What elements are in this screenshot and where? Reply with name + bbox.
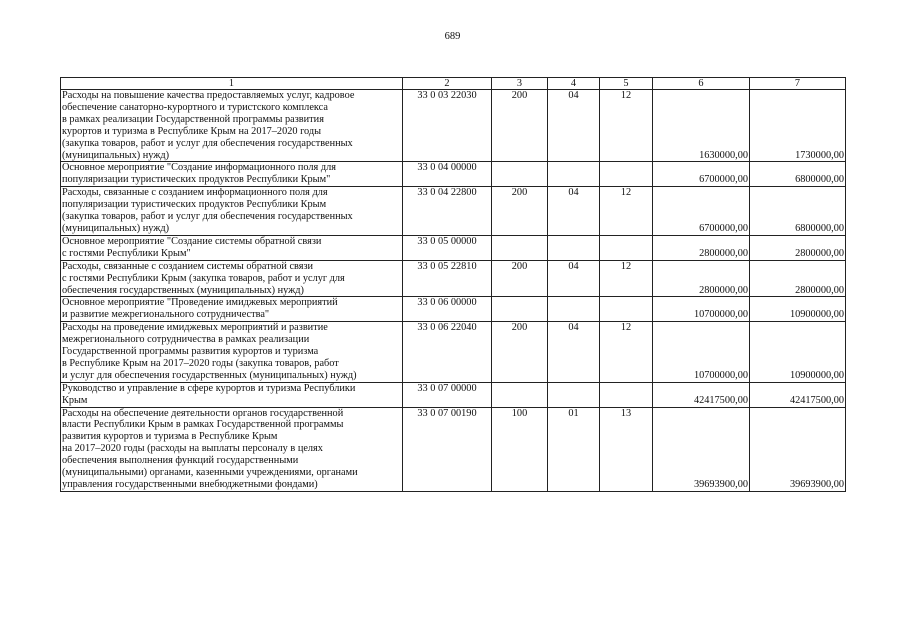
row-expense-type [492, 382, 548, 407]
description-line: на 2017–2020 годы (расходы на выплаты персоналу в целях [62, 443, 323, 455]
row-amount-year-1: 10700000,00 [653, 297, 750, 322]
table-row [61, 235, 846, 260]
page-number: 689 [444, 31, 461, 42]
row-target-code: 33 0 05 22810 [403, 260, 492, 297]
description-line: (муниципальными) органами, казенными учреждениями, органами [62, 467, 358, 479]
row-expense-type: 100 [492, 407, 548, 491]
description-line: с гостями Республики Крым (закупка товаров, работ и услуг для [62, 272, 345, 284]
description-line: популяризации туристических продуктов Республики Крым [62, 199, 327, 211]
column-header-5: 5 [600, 78, 653, 90]
table-row [61, 90, 846, 162]
table-row [61, 407, 846, 491]
row-amount-year-2: 39693900,00 [750, 407, 846, 491]
row-section: 01 [548, 407, 600, 491]
description-line: обеспечения государственных (муниципальных) нужд) [62, 284, 304, 296]
row-subsection [600, 235, 653, 260]
description-line: Расходы на повышение качества предоставляемых услуг, кадровое [62, 90, 355, 101]
description-line: (закупка товаров, работ и услуг для обеспечения государственных [62, 211, 353, 223]
row-target-code: 33 0 05 00000 [403, 235, 492, 260]
row-amount-year-2: 2800000,00 [750, 260, 846, 297]
description-line: в рамках реализации Государственной программы развития [62, 113, 324, 125]
row-subsection: 12 [600, 187, 653, 236]
budget-table [60, 77, 846, 492]
column-header-6: 6 [653, 78, 750, 90]
row-section: 04 [548, 260, 600, 297]
row-target-code: 33 0 06 22040 [403, 322, 492, 383]
row-expense-type [492, 162, 548, 187]
table-row [61, 187, 846, 236]
table-row [61, 260, 846, 297]
description-line: управления государственными внебюджетными фондами) [62, 479, 318, 490]
row-subsection: 13 [600, 407, 653, 491]
row-target-code: 33 0 06 00000 [403, 297, 492, 322]
table-row [61, 322, 846, 383]
row-description [61, 382, 403, 407]
row-target-code: 33 0 07 00190 [403, 407, 492, 491]
description-line: Расходы, связанные с созданием информационного поля для [62, 187, 328, 199]
description-line: Крым [62, 394, 88, 406]
description-line: Расходы на обеспечение деятельности органов государственной [62, 407, 344, 419]
row-expense-type: 200 [492, 322, 548, 383]
row-description [61, 407, 403, 491]
table-row [61, 162, 846, 187]
row-section [548, 235, 600, 260]
description-line: Расходы на проведение имиджевых мероприятий и развитие [62, 322, 328, 334]
row-target-code: 33 0 04 22800 [403, 187, 492, 236]
row-expense-type: 200 [492, 260, 548, 297]
row-expense-type [492, 297, 548, 322]
description-line: с гостями Республики Крым" [62, 247, 191, 259]
row-section [548, 162, 600, 187]
description-line: в Республике Крым на 2017–2020 годы (закупка товаров, работ [62, 357, 339, 369]
description-line: обеспечение санаторно-курортного и туристского комплекса [62, 101, 328, 113]
row-expense-type [492, 235, 548, 260]
row-description [61, 297, 403, 322]
description-line: Основное мероприятие "Проведение имиджевых мероприятий [62, 297, 338, 309]
row-amount-year-2: 2800000,00 [750, 235, 846, 260]
description-line: (муниципальных) нужд) [62, 149, 170, 161]
description-line: развития курортов и туризма в Республике Крым [62, 431, 278, 443]
table-row [61, 382, 846, 407]
row-target-code: 33 0 03 22030 [403, 90, 492, 162]
row-description [61, 260, 403, 297]
description-line: власти Республики Крым в рамках Государственной программы [62, 419, 344, 431]
row-description [61, 90, 403, 162]
row-amount-year-1: 39693900,00 [653, 407, 750, 491]
row-subsection: 12 [600, 90, 653, 162]
row-amount-year-2: 6800000,00 [750, 187, 846, 236]
row-section [548, 382, 600, 407]
row-target-code: 33 0 07 00000 [403, 382, 492, 407]
description-line: межрегионального сотрудничества в рамках реализации [62, 334, 310, 346]
description-line: Основное мероприятие "Создание системы обратной связи [62, 235, 322, 247]
column-header-row [61, 78, 846, 90]
row-expense-type: 200 [492, 90, 548, 162]
description-line: Государственной программы развития курортов и туризма [62, 346, 319, 358]
row-amount-year-1: 6700000,00 [653, 162, 750, 187]
description-line: (муниципальных) нужд) [62, 222, 170, 234]
description-line: обеспечения выполнения функций государственными [62, 455, 299, 467]
table-row [61, 297, 846, 322]
description-line: и услуг для обеспечения государственных (муниципальных) нужд) [62, 369, 357, 381]
row-amount-year-2: 10900000,00 [750, 322, 846, 383]
row-amount-year-2: 6800000,00 [750, 162, 846, 187]
row-amount-year-2: 10900000,00 [750, 297, 846, 322]
description-line: курортов и туризма в Республике Крым на 2017–2020 годы [62, 125, 322, 137]
row-section [548, 297, 600, 322]
row-amount-year-1: 2800000,00 [653, 260, 750, 297]
row-subsection: 12 [600, 260, 653, 297]
row-amount-year-1: 6700000,00 [653, 187, 750, 236]
row-subsection [600, 162, 653, 187]
row-description [61, 322, 403, 383]
row-section: 04 [548, 322, 600, 383]
row-section: 04 [548, 187, 600, 236]
description-line: (закупка товаров, работ и услуг для обеспечения государственных [62, 137, 353, 149]
column-header-7: 7 [750, 78, 846, 90]
column-header-1: 1 [61, 78, 403, 90]
column-header-4: 4 [548, 78, 600, 90]
row-amount-year-2: 1730000,00 [750, 90, 846, 162]
description-line: и развитие межрегионального сотрудничества" [62, 309, 270, 321]
column-header-2: 2 [403, 78, 492, 90]
description-line: Расходы, связанные с созданием системы обратной связи [62, 260, 314, 272]
row-subsection: 12 [600, 322, 653, 383]
row-amount-year-1: 10700000,00 [653, 322, 750, 383]
row-amount-year-2: 42417500,00 [750, 382, 846, 407]
row-amount-year-1: 42417500,00 [653, 382, 750, 407]
column-header-3: 3 [492, 78, 548, 90]
row-subsection [600, 382, 653, 407]
row-description [61, 235, 403, 260]
description-line: Основное мероприятие "Создание информационного поля для [62, 162, 336, 174]
row-target-code: 33 0 04 00000 [403, 162, 492, 187]
row-amount-year-1: 1630000,00 [653, 90, 750, 162]
row-amount-year-1: 2800000,00 [653, 235, 750, 260]
description-line: популяризации туристических продуктов Республики Крым" [62, 174, 331, 186]
row-description [61, 187, 403, 236]
row-subsection [600, 297, 653, 322]
description-line: Руководство и управление в сфере курортов и туризма Республики [62, 382, 356, 394]
row-expense-type: 200 [492, 187, 548, 236]
row-section: 04 [548, 90, 600, 162]
row-description [61, 162, 403, 187]
